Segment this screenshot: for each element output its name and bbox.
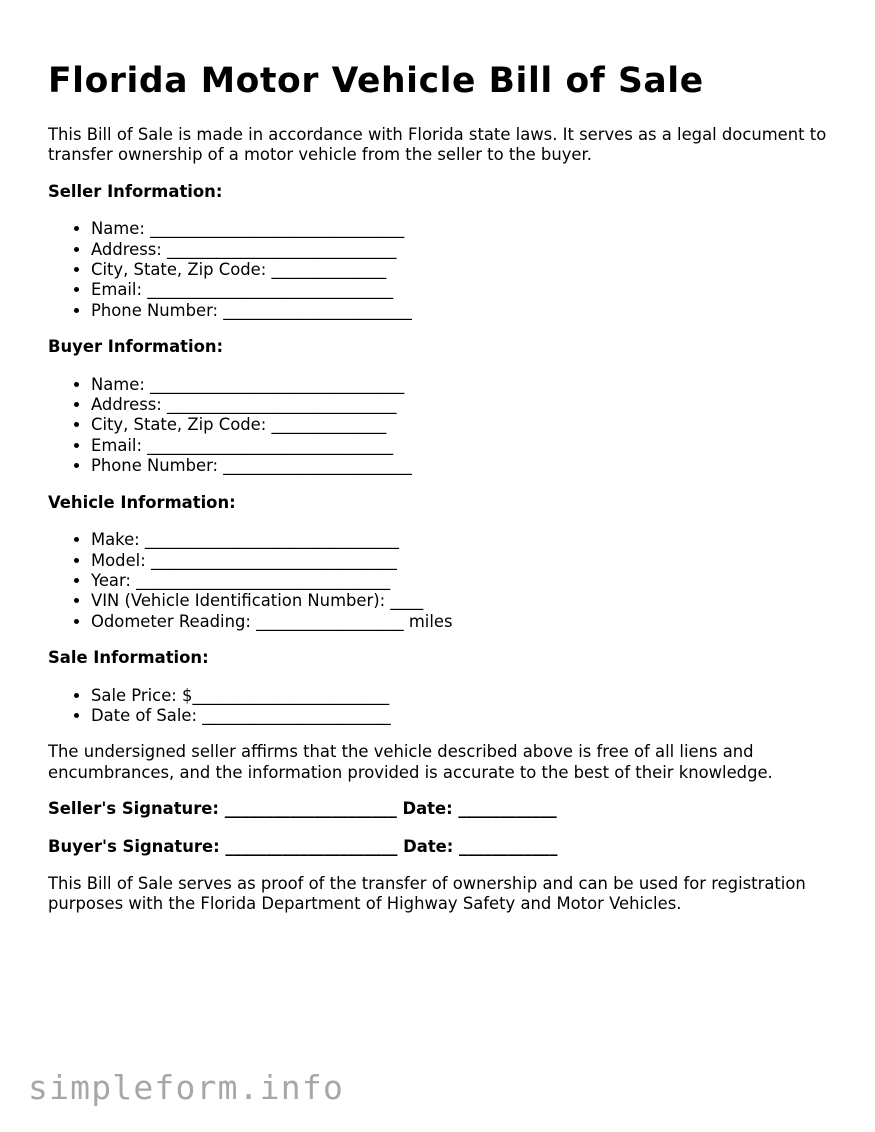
sale-date-field: • Date of Sale: _______________________ bbox=[91, 706, 838, 726]
buyer-list bbox=[48, 375, 838, 477]
vehicle-model-field: • Model: ______________________________ bbox=[91, 551, 838, 571]
seller-signature-line: Seller's Signature: _____________________ Date: ____________ bbox=[48, 799, 557, 819]
intro-paragraph: This Bill of Sale is made in accordance with Florida state laws. It serves as a legal document to transfer ownership of a motor vehicle from the seller to the buyer. bbox=[48, 125, 827, 165]
sale-price-field: • Sale Price: $________________________ bbox=[91, 686, 838, 706]
buyer-heading: Buyer Information: bbox=[48, 337, 224, 357]
sale-heading: Sale Information: bbox=[48, 648, 209, 668]
document-title: Florida Motor Vehicle Bill of Sale bbox=[48, 61, 704, 101]
watermark-text: simpleform.info bbox=[28, 1068, 345, 1107]
vehicle-make-field: • Make: _______________________________ bbox=[91, 530, 838, 550]
seller-city-state-zip-field: • City, State, Zip Code: ______________ bbox=[91, 260, 838, 280]
vehicle-odometer-field: • Odometer Reading: __________________ miles bbox=[91, 612, 838, 632]
affirmation-paragraph: The undersigned seller affirms that the vehicle described above is free of all liens and encumbrances, and the information provided is accurate to the best of their knowledge. bbox=[48, 742, 773, 782]
buyer-email-field: • Email: ______________________________ bbox=[91, 436, 838, 456]
seller-list bbox=[48, 219, 838, 321]
seller-email-field: • Email: ______________________________ bbox=[91, 280, 838, 300]
buyer-city-state-zip-field: • City, State, Zip Code: ______________ bbox=[91, 415, 838, 435]
closing-paragraph: This Bill of Sale serves as proof of the transfer of ownership and can be used for registration purposes with the Florida Department of Highway Safety and Motor Vehicles. bbox=[48, 873, 806, 914]
buyer-name-field: • Name: _______________________________ bbox=[91, 375, 838, 395]
vehicle-heading: Vehicle Information: bbox=[48, 492, 236, 512]
sale-list bbox=[48, 686, 838, 727]
seller-heading: Seller Information: bbox=[48, 181, 223, 201]
vehicle-vin-field: • VIN (Vehicle Identification Number): ____ bbox=[91, 591, 838, 611]
seller-name-field: • Name: _______________________________ bbox=[91, 219, 838, 239]
document-page bbox=[48, 58, 838, 931]
buyer-signature-line: Buyer's Signature: _____________________ Date: ____________ bbox=[48, 836, 558, 856]
buyer-phone-field: • Phone Number: _______________________ bbox=[91, 456, 838, 476]
vehicle-list bbox=[48, 530, 838, 632]
seller-address-field: • Address: ____________________________ bbox=[91, 240, 838, 260]
buyer-address-field: • Address: ____________________________ bbox=[91, 395, 838, 415]
seller-phone-field: • Phone Number: _______________________ bbox=[91, 301, 838, 321]
vehicle-year-field: • Year: _______________________________ bbox=[91, 571, 838, 591]
